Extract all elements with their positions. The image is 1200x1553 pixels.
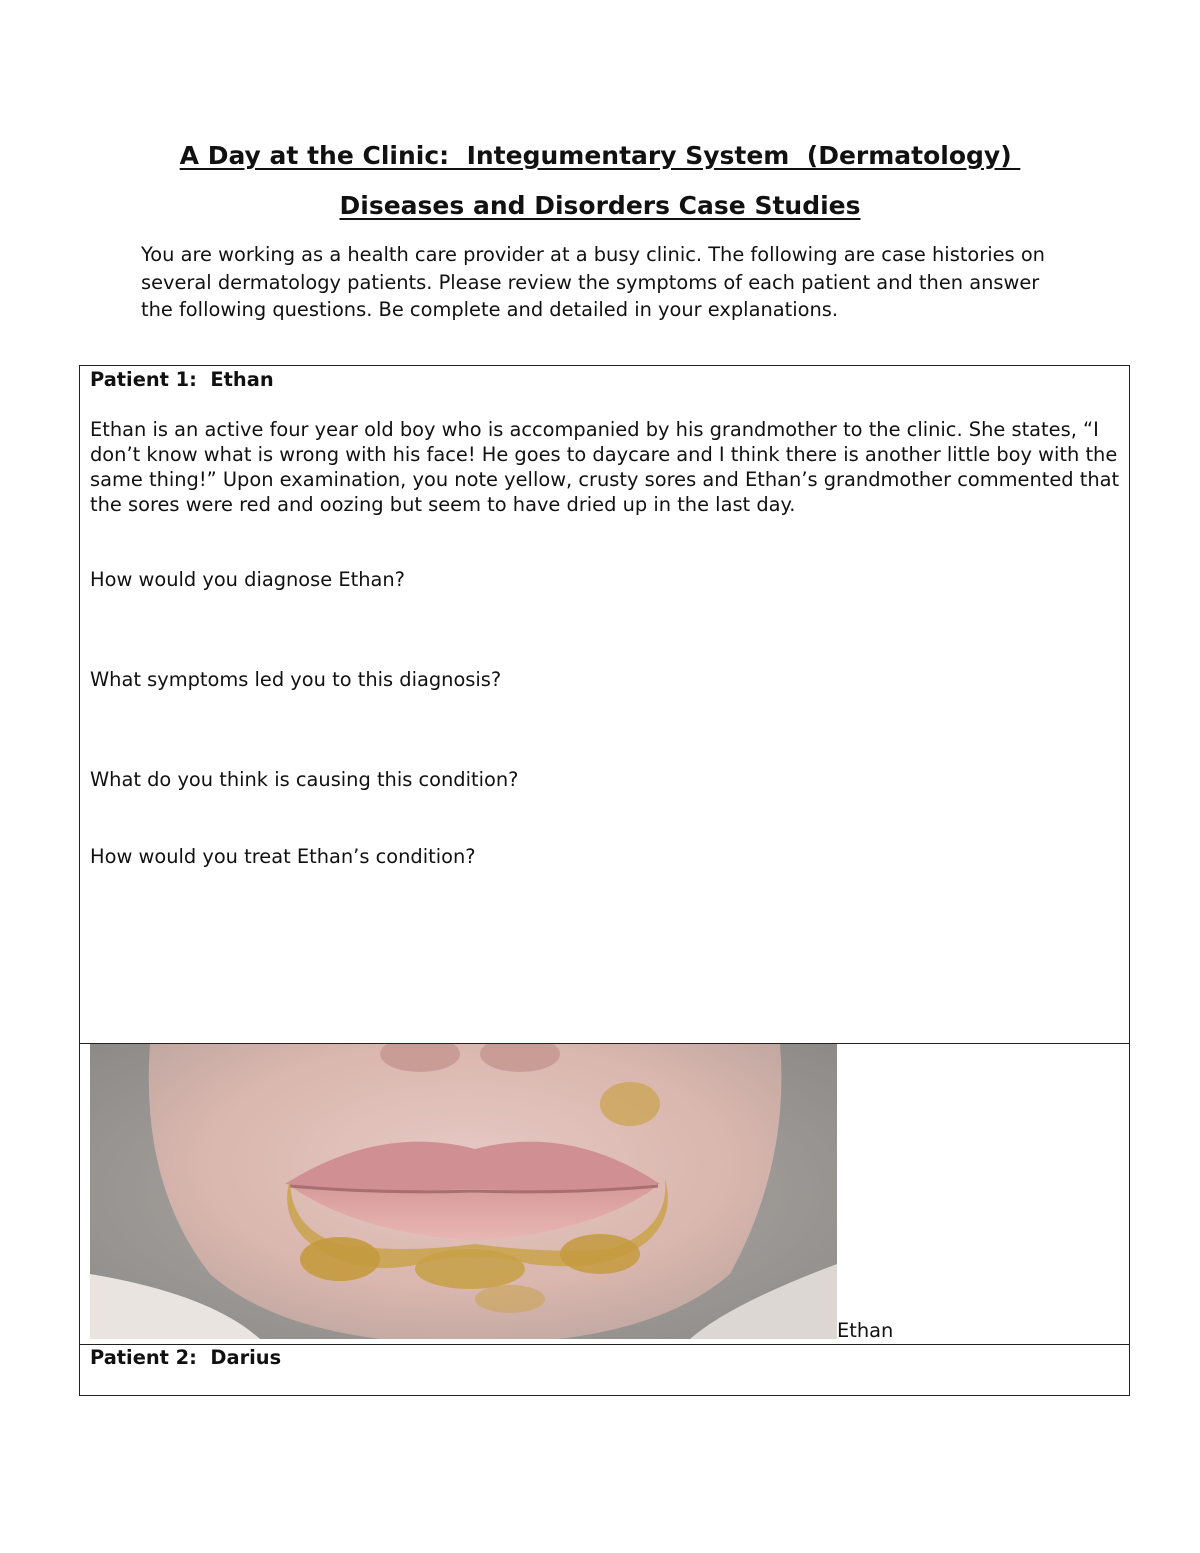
patient1-image-caption: Ethan: [837, 1319, 894, 1342]
intro-paragraph: You are working as a health care provider at a busy clinic. The following are case histories on several dermatology patients. Please review the symptoms of each patient and then answer the following questions. Be complete and detailed in your explanations.: [141, 243, 1045, 322]
patient1-description: Ethan is an active four year old boy who is accompanied by his grandmother to the clinic. She states, “I don’t know what is wrong with his face! He goes to daycare and I think there is another little boy with the same thing!” Upon examination, you note yellow, crusty sores and Ethan’s grandmother commented that the sores were red and oozing but seem to have dried up in the last day.: [90, 418, 1120, 516]
question-diagnosis: How would you diagnose Ethan?: [90, 568, 405, 591]
case-study-table: [79, 365, 1130, 1396]
patient2-heading: Patient 2: Darius: [90, 1346, 282, 1369]
patient1-photo: [90, 1044, 837, 1339]
document-title: A Day at the Clinic: Integumentary System (Dermatology): [179, 141, 1021, 170]
patient1-photo-illustration: [90, 1044, 837, 1339]
patient1-case-cell: [80, 366, 1129, 1044]
patient1-image-cell: [80, 1044, 1129, 1345]
patient2-case-cell: [80, 1345, 1129, 1395]
question-cause: What do you think is causing this condition?: [90, 768, 519, 791]
patient1-heading: Patient 1: Ethan: [90, 368, 274, 391]
document-subtitle: Diseases and Disorders Case Studies: [339, 191, 861, 220]
question-treatment: How would you treat Ethan’s condition?: [90, 845, 476, 868]
question-symptoms: What symptoms led you to this diagnosis?: [90, 668, 502, 691]
